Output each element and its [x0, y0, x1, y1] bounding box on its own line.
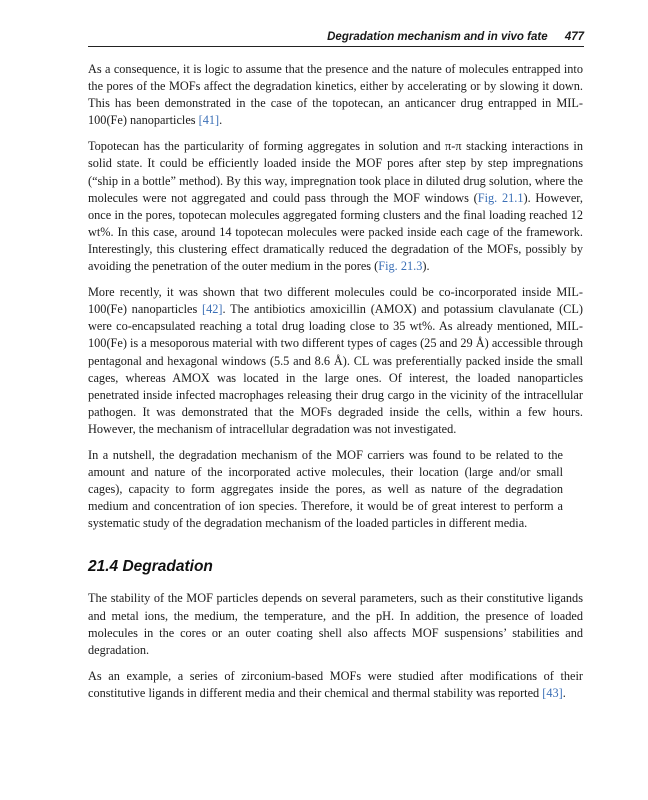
citation-43-link[interactable]: [43]	[542, 685, 563, 700]
paragraph-3-text-b: . The antibiotics amoxicillin (AMOX) and potassium clavulanate (CL) were co-encapsulated reaching a total drug loading close to 35 wt%. As already mentioned, MIL-100(Fe) is a mesoporous material with two different types of cages (25 and 29 Å) accessible through pentagonal and hexagonal windows (5.5 and 8.6 Å). CL was preferentially packed inside the small cages, whereas AMOX was located in the large ones. Of interest, the loaded nanoparticles penetrated inside infected macrophages releasing their drug cargo in the vicinity of the intracellular pathogen. It was demonstrated that the MOFs degraded inside the cells, within a few hours. However, the mechanism of intracellular degradation was not investigated.	[88, 302, 583, 436]
citation-42-link[interactable]: [42]	[202, 302, 223, 317]
paragraph-2-text-b: ). However, once in the pores, topotecan molecules aggregated forming clusters and the final loading reached 12 wt%. In this case, around 14 topotecan molecules were packed inside each cage of the framework. Interestingly, this clustering effect dramatically reduced the degradation of the MOFs, possibly by avoiding the penetration of the outer medium in the pores (	[88, 190, 583, 274]
paragraph-1	[88, 61, 583, 129]
paragraph-1-end: .	[219, 113, 223, 128]
running-title: Degradation mechanism and in vivo fate	[327, 31, 548, 43]
paragraph-5	[88, 590, 583, 658]
paragraph-4-text: In a nutshell, the degradation mechanism of the MOF carriers was found to be related to the amount and nature of the incorporated active molecules, their location (large and/or small cages), capacity to form aggregates inside the pores, as well as nature of the degradation medium and concentration of ion species. Therefore, it would be of great interest to perform a systematic study of the degradation mechanism of the loaded particles in different media.	[88, 447, 563, 531]
paragraph-6-end: .	[562, 685, 566, 700]
paragraph-6-text: As an example, a series of zirconium-based MOFs were studied after modifications of their constitutive ligands in different media and their chemical and thermal stability was reported	[88, 668, 583, 700]
paragraph-5-text: The stability of the MOF particles depends on several parameters, such as their constitutive ligands and metal ions, the medium, the temperature, and the pH. In addition, the presence of loaded molecules in the cores or an outer coating shell also affects MOF suspensions’ stabilities and degradation.	[88, 591, 583, 657]
page-body	[88, 61, 583, 711]
figure-21-3-link[interactable]: Fig. 21.3	[378, 259, 423, 274]
paragraph-4	[88, 447, 563, 532]
running-header	[88, 31, 584, 47]
paragraph-3	[88, 284, 583, 438]
figure-21-1-link[interactable]: Fig. 21.1	[477, 190, 524, 205]
paragraph-6	[88, 668, 583, 702]
paragraph-2-text-a: Topotecan has the particularity of forming aggregates in solution and π-π stacking interactions in solid state. It could be efficiently loaded inside the MOF pores after step by step impregnations (“ship in a bottle” method). By this way, impregnation took place in diluted drug solution, where the molecules were not aggregated and could pass through the MOF windows (	[88, 139, 583, 205]
paragraph-3-text-a: More recently, it was shown that two different molecules could be co-incorporated inside MIL-100(Fe) nanoparticles	[88, 285, 583, 317]
citation-41-link[interactable]: [41]	[198, 113, 220, 128]
section-heading: 21.4 Degradation	[88, 558, 213, 576]
paragraph-1-text: As a consequence, it is logic to assume that the presence and the nature of molecules entrapped into the pores of the MOFs affect the degradation kinetics, either by accelerating or by slowing it down. This has been demonstrated in the case of the topotecan, an anticancer drug entrapped in MIL-100(Fe) nanoparticles	[88, 62, 583, 128]
page-number: 477	[564, 31, 584, 43]
paragraph-2	[88, 138, 583, 275]
paragraph-2-end: ).	[422, 259, 430, 274]
